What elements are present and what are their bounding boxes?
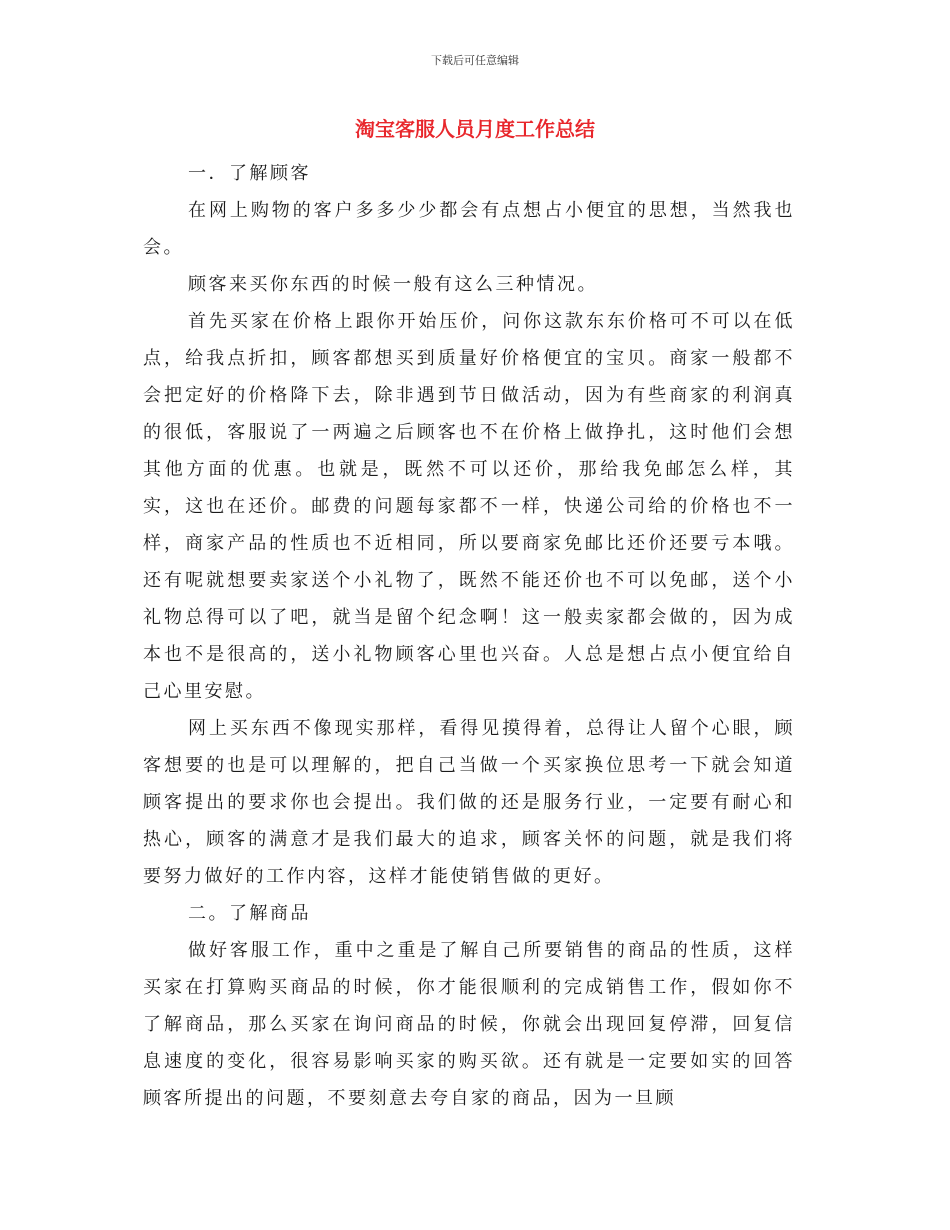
section-heading-1: 一．了解顾客	[188, 163, 311, 184]
document-title: 淘宝客服人员月度工作总结	[355, 117, 595, 141]
page-header-note: 下载后可任意编辑	[431, 54, 519, 67]
paragraph-1: 在网上购物的客户多多少少都会有点想占小便宜的思想，当然我也会。	[143, 200, 795, 258]
paragraph-4: 网上买东西不像现实那样，看得见摸得着，总得让人留个心眼，顾客想要的也是可以理解的，把自己当做一个买家换位思考一下就会知道顾客提出的要求你也会提出。我们做的还是服务行业，一定要有耐心和热心，顾客的满意才是我们最大的追求，顾客关怀的问题，就是我们将要努力做好的工作内容，这样才能使销售做的更好。	[143, 718, 795, 887]
section-heading-2: 二。了解商品	[188, 903, 311, 924]
paragraph-5: 做好客服工作，重中之重是了解自己所要销售的商品的性质，这样买家在打算购买商品的时候，你才能很顺利的完成销售工作，假如你不了解商品，那么买家在询问商品的时候，你就会出现回复停滞，回复信息速度的变化，很容易影响买家的购买欲。还有就是一定要如实的回答顾客所提出的问题，不要刻意去夸自家的商品，因为一旦顾	[143, 940, 795, 1109]
document-body	[143, 155, 795, 1117]
paragraph-3: 首先买家在价格上跟你开始压价，问你这款东东价格可不可以在低点，给我点折扣，顾客都想买到质量好价格便宜的宝贝。商家一般都不会把定好的价格降下去，除非遇到节日做活动，因为有些商家的利润真的很低，客服说了一两遍之后顾客也不在价格上做挣扎，这时他们会想其他方面的优惠。也就是，既然不可以还价，那给我免邮怎么样，其实，这也在还价。邮费的问题每家都不一样，快递公司给的价格也不一样，商家产品的性质也不近相同，所以要商家免邮比还价还要亏本哦。还有呢就想要卖家送个小礼物了，既然不能还价也不可以免邮，送个小礼物总得可以了吧，就当是留个纪念啊！这一般卖家都会做的，因为成本也不是很高的，送小礼物顾客心里也兴奋。人总是想占点小便宜给自己心里安慰。	[143, 311, 795, 702]
paragraph-2: 顾客来买你东西的时候一般有这么三种情况。	[188, 274, 598, 295]
